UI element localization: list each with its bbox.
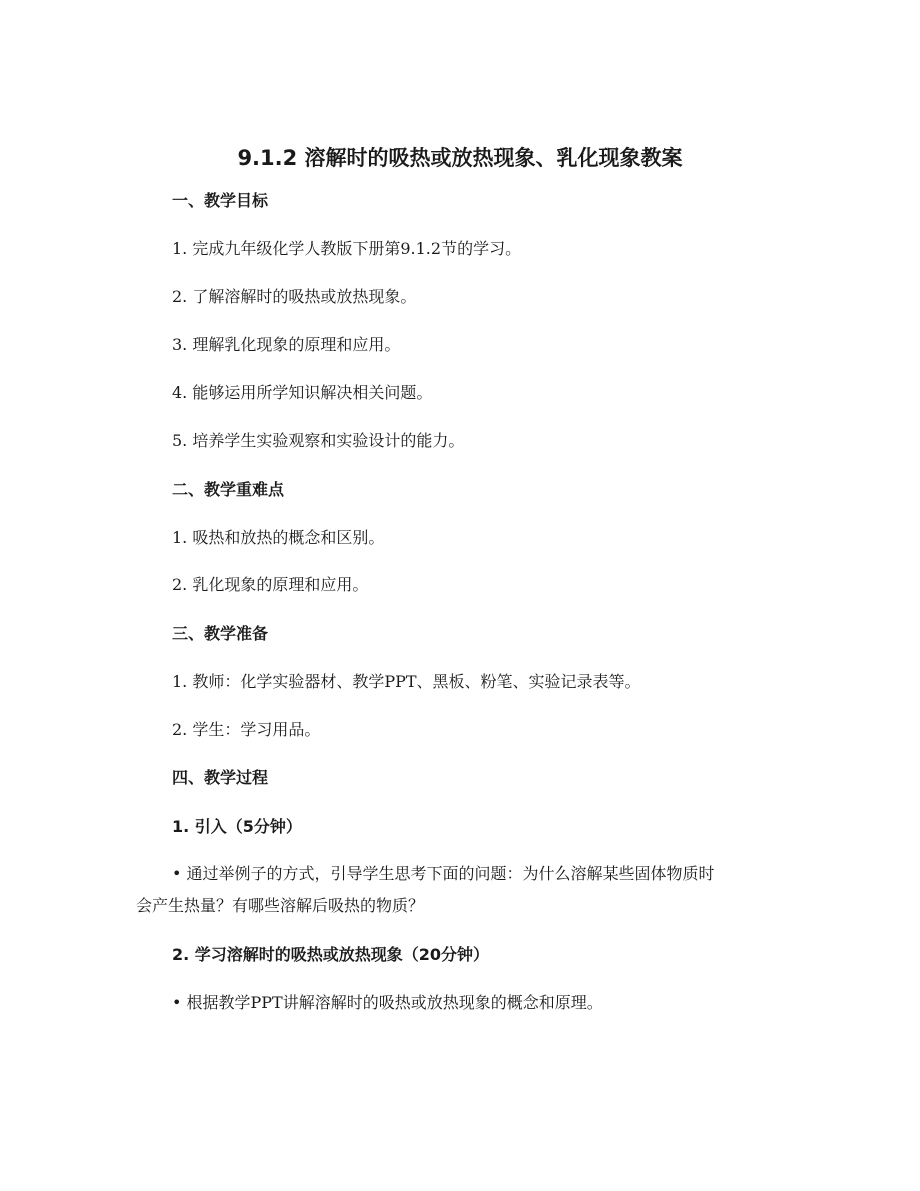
preparation-item: 1. 教师：化学实验器材、教学PPT、黑板、粉笔、实验记录表等。 <box>172 672 641 691</box>
section-heading-key-points: 二、教学重难点 <box>172 480 285 499</box>
objective-item: 4. 能够运用所学知识解决相关问题。 <box>172 383 433 402</box>
objective-item: 3. 理解乳化现象的原理和应用。 <box>172 335 401 354</box>
section-heading-process: 四、教学过程 <box>172 768 269 787</box>
document-title: 9.1.2 溶解时的吸热或放热现象、乳化现象教案 <box>237 146 683 170</box>
objective-item: 1. 完成九年级化学人教版下册第9.1.2节的学习。 <box>172 239 522 258</box>
section-heading-preparation: 三、教学准备 <box>172 624 269 643</box>
process-bullet-line: • 根据教学PPT讲解溶解时的吸热或放热现象的概念和原理。 <box>172 993 603 1012</box>
process-bullet-line: 会产生热量？有哪些溶解后吸热的物质？ <box>136 896 425 915</box>
objective-item: 2. 了解溶解时的吸热或放热现象。 <box>172 287 417 306</box>
process-step-label: 2. 学习溶解时的吸热或放热现象（20分钟） <box>172 945 490 964</box>
process-step-label: 1. 引入（5分钟） <box>172 817 302 836</box>
process-bullet-line: • 通过举例子的方式，引导学生思考下面的问题：为什么溶解某些固体物质时 <box>172 864 715 883</box>
key-point-item: 2. 乳化现象的原理和应用。 <box>172 575 369 594</box>
objective-item: 5. 培养学生实验观察和实验设计的能力。 <box>172 431 465 450</box>
key-point-item: 1. 吸热和放热的概念和区别。 <box>172 528 385 547</box>
preparation-item: 2. 学生：学习用品。 <box>172 720 321 739</box>
section-heading-objectives: 一、教学目标 <box>172 191 269 210</box>
